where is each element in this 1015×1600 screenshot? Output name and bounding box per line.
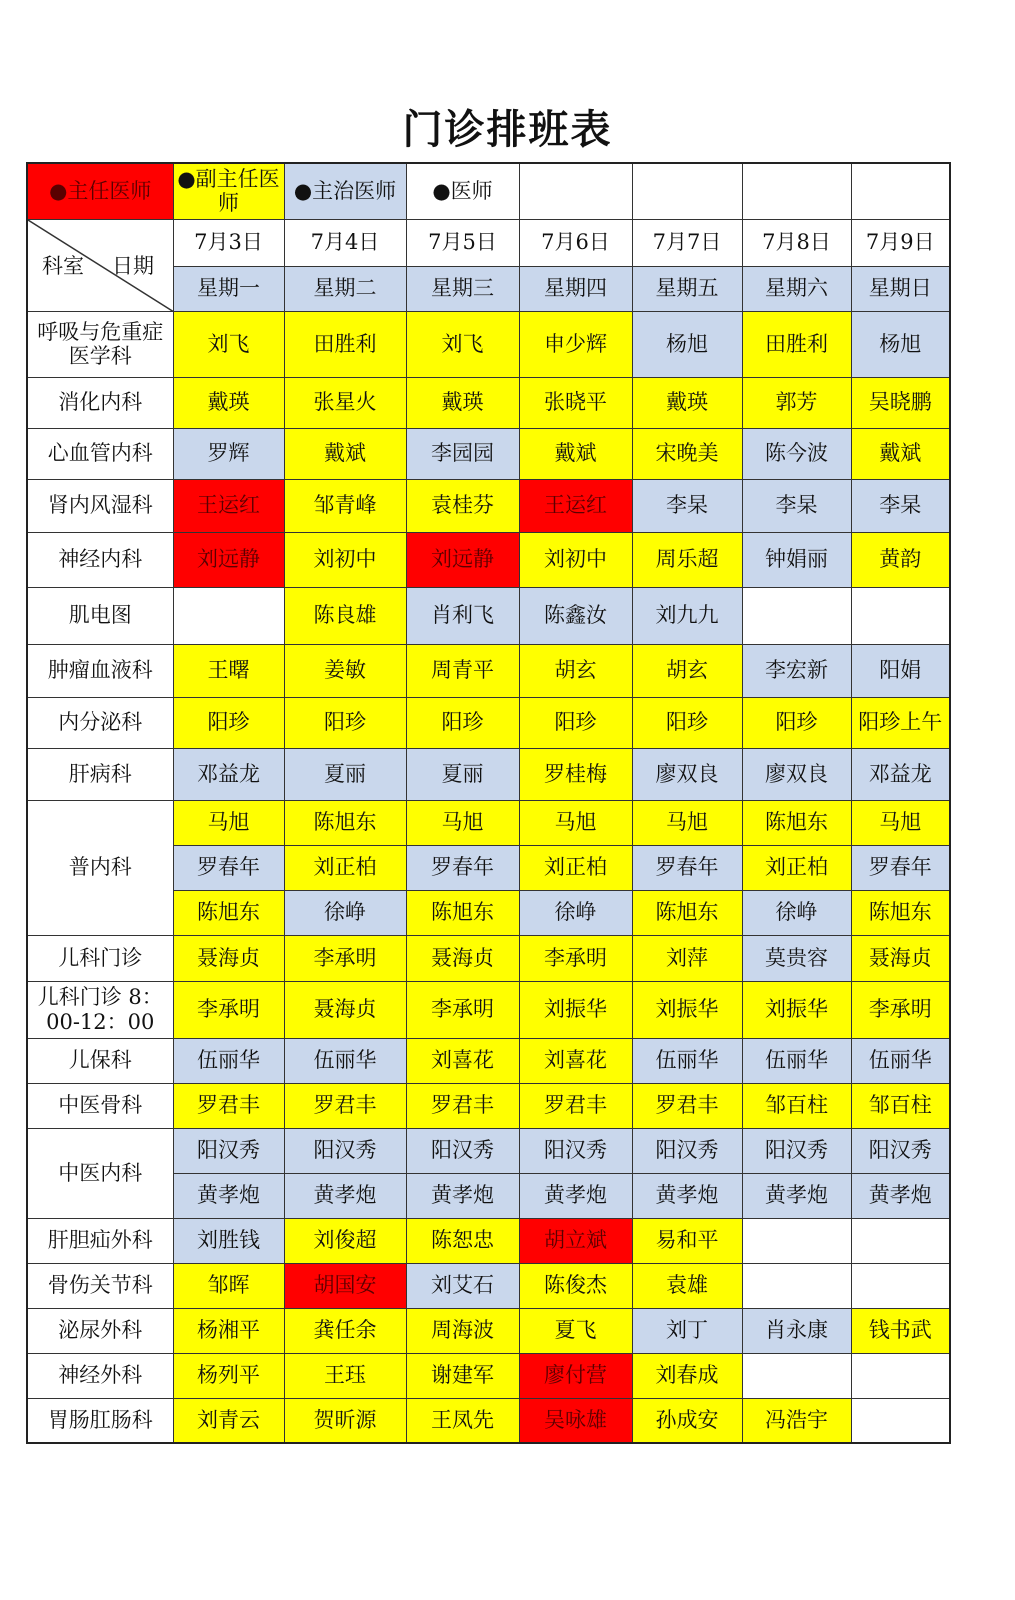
doctor-cell (851, 1218, 950, 1263)
doctor-cell: 陈恕忠 (406, 1218, 519, 1263)
department-name: 骨伤关节科 (27, 1263, 173, 1308)
doctor-cell: 刘萍 (632, 935, 742, 981)
date-header: 7月3日 (173, 219, 284, 266)
department-name: 消化内科 (27, 377, 173, 428)
doctor-cell: 马旭 (173, 800, 284, 845)
department-name: 心血管内科 (27, 428, 173, 479)
department-name: 中医骨科 (27, 1083, 173, 1128)
date-header: 7月7日 (632, 219, 742, 266)
doctor-cell: 龚任余 (284, 1308, 406, 1353)
department-name: 肾内风湿科 (27, 479, 173, 532)
doctor-cell: 周乐超 (632, 532, 742, 587)
doctor-cell: 黄孝炮 (851, 1173, 950, 1218)
doctor-cell: 阳汉秀 (742, 1128, 851, 1173)
department-name: 泌尿外科 (27, 1308, 173, 1353)
doctor-cell: 邹百柱 (742, 1083, 851, 1128)
doctor-cell: 陈今波 (742, 428, 851, 479)
doctor-cell: 罗辉 (173, 428, 284, 479)
doctor-cell: 邹晖 (173, 1263, 284, 1308)
doctor-cell: 刘青云 (173, 1398, 284, 1443)
doctor-cell: 邹青峰 (284, 479, 406, 532)
doctor-cell: 刘振华 (742, 981, 851, 1038)
doctor-cell: 阳珍上午 (851, 697, 950, 748)
doctor-cell: 刘艾石 (406, 1263, 519, 1308)
doctor-cell: 王凤先 (406, 1398, 519, 1443)
department-name: 神经外科 (27, 1353, 173, 1398)
doctor-cell: 邓益龙 (851, 748, 950, 800)
doctor-cell: 戴斌 (519, 428, 632, 479)
doctor-cell: 阳汉秀 (173, 1128, 284, 1173)
doctor-cell: 胡玄 (519, 644, 632, 697)
doctor-cell: 刘胜钱 (173, 1218, 284, 1263)
doctor-cell: 戴瑛 (173, 377, 284, 428)
doctor-cell: 廖付营 (519, 1353, 632, 1398)
doctor-cell (742, 587, 851, 644)
doctor-cell: 王运红 (173, 479, 284, 532)
weekday-header: 星期日 (851, 266, 950, 311)
doctor-cell: 陈旭东 (406, 890, 519, 935)
doctor-cell: 罗君丰 (284, 1083, 406, 1128)
doctor-cell: 周海波 (406, 1308, 519, 1353)
doctor-cell: 聂海贞 (284, 981, 406, 1038)
doctor-cell: 马旭 (406, 800, 519, 845)
doctor-cell: 黄孝炮 (284, 1173, 406, 1218)
doctor-cell: 李杲 (632, 479, 742, 532)
doctor-cell: 陈旭东 (173, 890, 284, 935)
doctor-cell: 杨旭 (632, 311, 742, 377)
legend-empty-cell (519, 163, 632, 219)
doctor-cell: 伍丽华 (173, 1038, 284, 1083)
department-name: 神经内科 (27, 532, 173, 587)
doctor-cell: 戴瑛 (406, 377, 519, 428)
doctor-cell: 吴咏雄 (519, 1398, 632, 1443)
doctor-cell: 李杲 (742, 479, 851, 532)
doctor-cell: 夏丽 (406, 748, 519, 800)
doctor-cell: 刘俊超 (284, 1218, 406, 1263)
department-name: 肌电图 (27, 587, 173, 644)
doctor-cell: 戴斌 (851, 428, 950, 479)
doctor-cell: 罗春年 (632, 845, 742, 890)
date-header: 7月4日 (284, 219, 406, 266)
doctor-cell: 冯浩宇 (742, 1398, 851, 1443)
doctor-cell (742, 1353, 851, 1398)
department-name: 肝胆疝外科 (27, 1218, 173, 1263)
doctor-cell: 王珏 (284, 1353, 406, 1398)
doctor-cell: 刘正柏 (519, 845, 632, 890)
weekday-header: 星期五 (632, 266, 742, 311)
weekday-header: 星期三 (406, 266, 519, 311)
doctor-cell: 罗君丰 (173, 1083, 284, 1128)
page-title: 门诊排班表 (402, 107, 613, 153)
department-name: 肿瘤血液科 (27, 644, 173, 697)
doctor-cell: 阳汉秀 (519, 1128, 632, 1173)
weekday-header: 星期四 (519, 266, 632, 311)
doctor-cell: 刘九九 (632, 587, 742, 644)
doctor-cell: 王曙 (173, 644, 284, 697)
doctor-cell: 罗春年 (406, 845, 519, 890)
department-name: 儿保科 (27, 1038, 173, 1083)
doctor-cell: 田胜利 (742, 311, 851, 377)
doctor-cell: 聂海贞 (851, 935, 950, 981)
legend-item: ●主任医师 (27, 163, 173, 219)
doctor-cell: 李园园 (406, 428, 519, 479)
doctor-cell: 廖双良 (742, 748, 851, 800)
doctor-cell: 刘春成 (632, 1353, 742, 1398)
doctor-cell: 伍丽华 (632, 1038, 742, 1083)
doctor-cell: 王运红 (519, 479, 632, 532)
schedule-table (26, 162, 951, 1444)
doctor-cell: 杨列平 (173, 1353, 284, 1398)
doctor-cell: 李承明 (173, 981, 284, 1038)
doctor-cell: 袁雄 (632, 1263, 742, 1308)
department-name: 呼吸与危重症医学科 (27, 311, 173, 377)
doctor-cell: 罗春年 (173, 845, 284, 890)
doctor-cell: 钱书武 (851, 1308, 950, 1353)
doctor-cell: 刘飞 (406, 311, 519, 377)
doctor-cell: 罗君丰 (406, 1083, 519, 1128)
doctor-cell: 刘飞 (173, 311, 284, 377)
doctor-cell (851, 1263, 950, 1308)
doctor-cell: 阳珍 (284, 697, 406, 748)
doctor-cell (851, 587, 950, 644)
doctor-cell: 黄孝炮 (632, 1173, 742, 1218)
legend-item: ●医师 (406, 163, 519, 219)
doctor-cell: 姜敏 (284, 644, 406, 697)
doctor-cell: 阳珍 (406, 697, 519, 748)
doctor-cell: 吴晓鹏 (851, 377, 950, 428)
doctor-cell: 阳珍 (742, 697, 851, 748)
doctor-cell: 李杲 (851, 479, 950, 532)
date-header: 7月8日 (742, 219, 851, 266)
doctor-cell: 孙成安 (632, 1398, 742, 1443)
doctor-cell: 马旭 (632, 800, 742, 845)
department-name: 普内科 (27, 800, 173, 935)
doctor-cell: 李承明 (851, 981, 950, 1038)
date-header: 7月6日 (519, 219, 632, 266)
legend-item: ●副主任医师 (173, 163, 284, 219)
doctor-cell: 袁桂芬 (406, 479, 519, 532)
doctor-cell: 李承明 (284, 935, 406, 981)
doctor-cell: 阳汉秀 (284, 1128, 406, 1173)
doctor-cell: 陈旭东 (851, 890, 950, 935)
doctor-cell: 黄韵 (851, 532, 950, 587)
department-name: 胃肠肛肠科 (27, 1398, 173, 1443)
doctor-cell: 刘振华 (632, 981, 742, 1038)
doctor-cell (173, 587, 284, 644)
doctor-cell: 杨湘平 (173, 1308, 284, 1353)
doctor-cell: 夏飞 (519, 1308, 632, 1353)
doctor-cell: 田胜利 (284, 311, 406, 377)
doctor-cell: 刘振华 (519, 981, 632, 1038)
doctor-cell: 伍丽华 (742, 1038, 851, 1083)
doctor-cell: 伍丽华 (851, 1038, 950, 1083)
doctor-cell (851, 1353, 950, 1398)
doctor-cell: 张星火 (284, 377, 406, 428)
doctor-cell (742, 1218, 851, 1263)
doctor-cell: 罗桂梅 (519, 748, 632, 800)
doctor-cell: 马旭 (851, 800, 950, 845)
doctor-cell: 陈旭东 (742, 800, 851, 845)
doctor-cell: 贺昕源 (284, 1398, 406, 1443)
doctor-cell: 刘远静 (173, 532, 284, 587)
doctor-cell: 胡玄 (632, 644, 742, 697)
doctor-cell: 李宏新 (742, 644, 851, 697)
weekday-header: 星期二 (284, 266, 406, 311)
doctor-cell: 阳汉秀 (632, 1128, 742, 1173)
corner-date-label: 日期 (112, 253, 154, 278)
doctor-cell: 易和平 (632, 1218, 742, 1263)
doctor-cell: 陈鑫汝 (519, 587, 632, 644)
doctor-cell: 邓益龙 (173, 748, 284, 800)
doctor-cell: 张晓平 (519, 377, 632, 428)
doctor-cell (851, 1398, 950, 1443)
doctor-cell: 钟娟丽 (742, 532, 851, 587)
doctor-cell: 阳珍 (632, 697, 742, 748)
doctor-cell: 邹百柱 (851, 1083, 950, 1128)
weekday-header: 星期一 (173, 266, 284, 311)
doctor-cell: 周青平 (406, 644, 519, 697)
doctor-cell: 胡国安 (284, 1263, 406, 1308)
doctor-cell: 李承明 (406, 981, 519, 1038)
doctor-cell: 肖永康 (742, 1308, 851, 1353)
doctor-cell: 胡立斌 (519, 1218, 632, 1263)
legend-empty-cell (851, 163, 950, 219)
doctor-cell: 罗春年 (851, 845, 950, 890)
doctor-cell: 戴斌 (284, 428, 406, 479)
doctor-cell: 聂海贞 (173, 935, 284, 981)
doctor-cell (742, 1263, 851, 1308)
doctor-cell: 刘初中 (519, 532, 632, 587)
doctor-cell: 谢建军 (406, 1353, 519, 1398)
doctor-cell: 阳汉秀 (406, 1128, 519, 1173)
doctor-cell: 刘正柏 (284, 845, 406, 890)
legend-empty-cell (742, 163, 851, 219)
doctor-cell: 黄孝炮 (406, 1173, 519, 1218)
doctor-cell: 刘正柏 (742, 845, 851, 890)
doctor-cell: 夏丽 (284, 748, 406, 800)
doctor-cell: 郭芳 (742, 377, 851, 428)
date-header: 7月5日 (406, 219, 519, 266)
doctor-cell: 刘丁 (632, 1308, 742, 1353)
doctor-cell: 罗君丰 (519, 1083, 632, 1128)
doctor-cell: 刘喜花 (519, 1038, 632, 1083)
doctor-cell: 阳娟 (851, 644, 950, 697)
doctor-cell: 陈良雄 (284, 587, 406, 644)
doctor-cell: 黄孝炮 (173, 1173, 284, 1218)
doctor-cell: 陈旭东 (632, 890, 742, 935)
doctor-cell: 徐峥 (284, 890, 406, 935)
doctor-cell: 黄孝炮 (742, 1173, 851, 1218)
doctor-cell: 刘初中 (284, 532, 406, 587)
doctor-cell: 陈俊杰 (519, 1263, 632, 1308)
doctor-cell: 刘喜花 (406, 1038, 519, 1083)
doctor-cell: 阳珍 (173, 697, 284, 748)
doctor-cell: 廖双良 (632, 748, 742, 800)
department-name: 中医内科 (27, 1128, 173, 1218)
doctor-cell: 李承明 (519, 935, 632, 981)
date-header: 7月9日 (851, 219, 950, 266)
doctor-cell: 罗君丰 (632, 1083, 742, 1128)
doctor-cell: 戴瑛 (632, 377, 742, 428)
corner-dept-label: 科室 (42, 253, 84, 278)
doctor-cell: 肖利飞 (406, 587, 519, 644)
department-name: 内分泌科 (27, 697, 173, 748)
doctor-cell: 聂海贞 (406, 935, 519, 981)
doctor-cell: 徐峥 (519, 890, 632, 935)
doctor-cell: 阳珍 (519, 697, 632, 748)
doctor-cell: 黄孝炮 (519, 1173, 632, 1218)
doctor-cell: 徐峥 (742, 890, 851, 935)
doctor-cell: 阳汉秀 (851, 1128, 950, 1173)
corner-header (27, 219, 173, 311)
legend-item: ●主治医师 (284, 163, 406, 219)
doctor-cell: 莫贵容 (742, 935, 851, 981)
department-name: 肝病科 (27, 748, 173, 800)
doctor-cell: 刘远静 (406, 532, 519, 587)
doctor-cell: 申少辉 (519, 311, 632, 377)
doctor-cell: 马旭 (519, 800, 632, 845)
department-name: 儿科门诊 8：00-12：00 (27, 981, 173, 1038)
department-name: 儿科门诊 (27, 935, 173, 981)
doctor-cell: 杨旭 (851, 311, 950, 377)
doctor-cell: 伍丽华 (284, 1038, 406, 1083)
doctor-cell: 宋晚美 (632, 428, 742, 479)
doctor-cell: 陈旭东 (284, 800, 406, 845)
weekday-header: 星期六 (742, 266, 851, 311)
legend-empty-cell (632, 163, 742, 219)
